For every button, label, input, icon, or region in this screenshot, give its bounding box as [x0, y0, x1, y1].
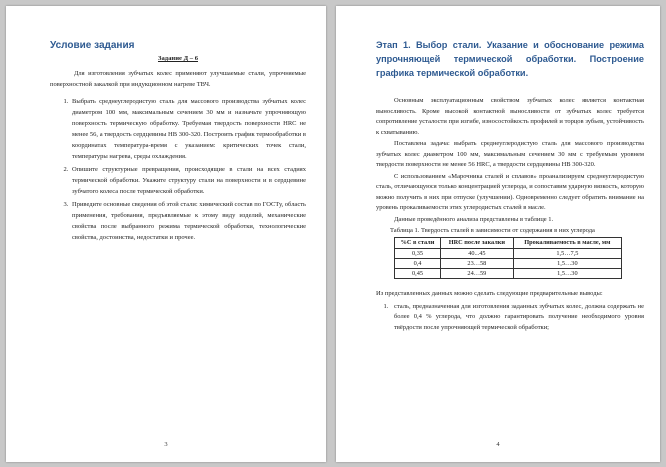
- conclusions-intro: Из представленных данных можно сделать следующие предварительные выводы:: [376, 290, 603, 297]
- header-hardenability: Прокаливаемость в масле, мм: [513, 238, 621, 249]
- table-cell: 24…59: [441, 269, 514, 279]
- task-item-2: 2. Опишите структурные превращения, происходящие в стали на всех стадиях термической обработки. Укажите структуру стали на поверхности и в сердцевине зубчатого колеса после термической обработки.: [70, 164, 306, 197]
- intro-paragraph: Для изготовления зубчатых колес применяют улучшаемые стали, упрочняемые поверхностной закалкой при индукционном нагреве ТВЧ.: [50, 70, 306, 88]
- table-cell: 1,5…30: [513, 269, 621, 279]
- table-cell: 1,5…30: [513, 259, 621, 269]
- header-hrc: HRC после закалки: [441, 238, 514, 249]
- body-paragraph: Данные проведённого анализа представлены в таблице 1.: [394, 215, 554, 223]
- table-row: [395, 259, 622, 269]
- conclusion-item-1: 1. сталь, предназначенная для изготовления заданных зубчатых колес, должна содержать не более 0,4 % углерода, что должно гарантировать получение необходимого уровня твёрдости после упрочняющей термической обработки;: [390, 302, 644, 334]
- body-paragraph: Основным эксплуатационным свойством зубчатых колес является контактная выносливость. Кроме высокой контактной выносливости от зубчатых колес требуется сопротивление усталости при изгибе, износостойкость профилей и торцов зубьев, устойчивость к схватыванию.: [376, 97, 644, 136]
- conditions-heading: Условие задания: [50, 40, 135, 51]
- header-carbon: %С в стали: [395, 238, 441, 249]
- table-cell: 0,45: [395, 269, 441, 279]
- task-item-1: 1. Выбрать среднеуглеродистую сталь для массового производства зубчатых колес диаметром 100 мм, максимальным сечением 30 мм и назначьте упрочняющую поверхность термическую обработку. Требуемая твердость поверхности HRC не менее 56, а твердость сердцевины НВ 300-320. Построить график термообработки в координатах температура-время с указанием: критических точек стали, температуры нагрева, среды охлаждения.: [70, 96, 306, 162]
- task-title: Задание Д – 6: [157, 55, 198, 62]
- body-paragraph: С использованием «Марочника сталей и сплавов» проанализируем среднеуглеродистую сталь, отличающуюся только концентрацией углерода, и сопоставим ударную вязкость, которую можно получить в них при отпуске (улучшении). Одновременно следует обратить внимание на уровень прокаливаемости этих углеродистых сталей в масле.: [376, 172, 644, 211]
- conclusions-list: [376, 302, 644, 334]
- table-row: [395, 269, 622, 279]
- page-4: [336, 6, 660, 462]
- table-row: [395, 249, 622, 259]
- page-number: 4: [496, 441, 500, 448]
- table-cell: 1,5…7,5: [513, 249, 621, 259]
- table-cell: 0,4: [395, 259, 441, 269]
- page-number: 3: [164, 441, 168, 448]
- table-cell: 23…58: [441, 259, 514, 269]
- task-list: [50, 96, 306, 243]
- table-header-row: [395, 238, 622, 249]
- table-cell: 40...45: [441, 249, 514, 259]
- task-item-3: 3. Приведите основные сведения об этой стали: химический состав по ГОСТу, область применения, требования, предъявляемые к этому виду изделий, механические свойства после выбранного режима термической обработки, технологические свойства, достоинства, недостатки и прочее.: [70, 199, 306, 243]
- stage-heading: Этап 1. Выбор стали. Указание и обоснование режима упрочняющей термической обработки. Построение графика термической обработки.: [376, 40, 644, 78]
- table-cell: 0,35: [395, 249, 441, 259]
- steel-hardness-table: [394, 237, 622, 279]
- page-3: [6, 6, 326, 462]
- table-caption: Таблица 1. Твердость сталей в зависимости от содержания в них углерода: [390, 227, 595, 234]
- body-paragraph: Поставлена задача: выбрать среднеуглеродистую сталь для массового производства зубчатых колес диаметром 100 мм, максимальным сечением 30 мм с требуемым уровнем твердости поверхности не менее 56 HRC, а твердости сердцевины НВ 300-320.: [376, 140, 644, 168]
